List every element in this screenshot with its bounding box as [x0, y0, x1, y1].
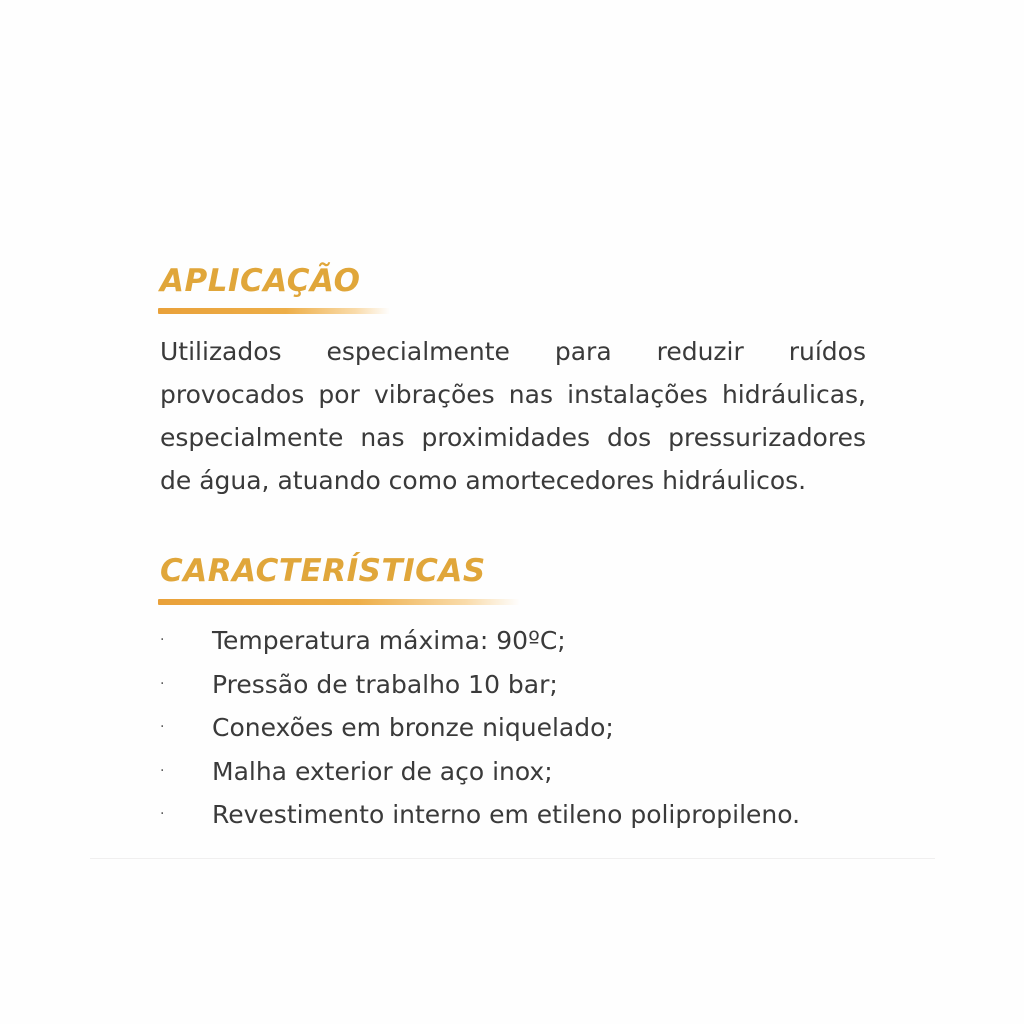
list-item	[160, 663, 880, 707]
bullet-icon: ·	[160, 675, 165, 692]
list-item	[160, 793, 880, 837]
aplicacao-heading: APLICAÇÃO	[160, 263, 361, 299]
bullet-icon: ·	[160, 806, 165, 822]
caracteristicas-heading: CARACTERÍSTICAS	[160, 553, 486, 589]
list-item	[160, 706, 880, 750]
list-item-text: Malha exterior de aço inox;	[212, 756, 553, 786]
bullet-icon: ·	[160, 632, 165, 648]
bullet-icon: ·	[160, 762, 165, 779]
caracteristicas-heading-underline	[158, 599, 520, 605]
caracteristicas-list	[160, 619, 880, 837]
list-item-text: Revestimento interno em etileno polipropileno.	[212, 800, 801, 829]
list-item-text: Conexões em bronze niquelado;	[212, 713, 614, 742]
aplicacao-paragraph: Utilizados especialmente para reduzir ruídos provocados por vibrações nas instalações hidráulicas, especialmente nas proximidades dos pressurizadores de água, atuando como amortecedores hidráulicos.	[160, 337, 866, 495]
list-item	[160, 619, 880, 663]
list-item	[160, 750, 880, 794]
bullet-icon: ·	[160, 719, 165, 735]
aplicacao-heading-underline	[158, 308, 390, 314]
bottom-divider	[90, 858, 935, 859]
list-item-text: Pressão de trabalho 10 bar;	[212, 669, 558, 699]
list-item-text: Temperatura máxima: 90ºC;	[212, 626, 566, 655]
